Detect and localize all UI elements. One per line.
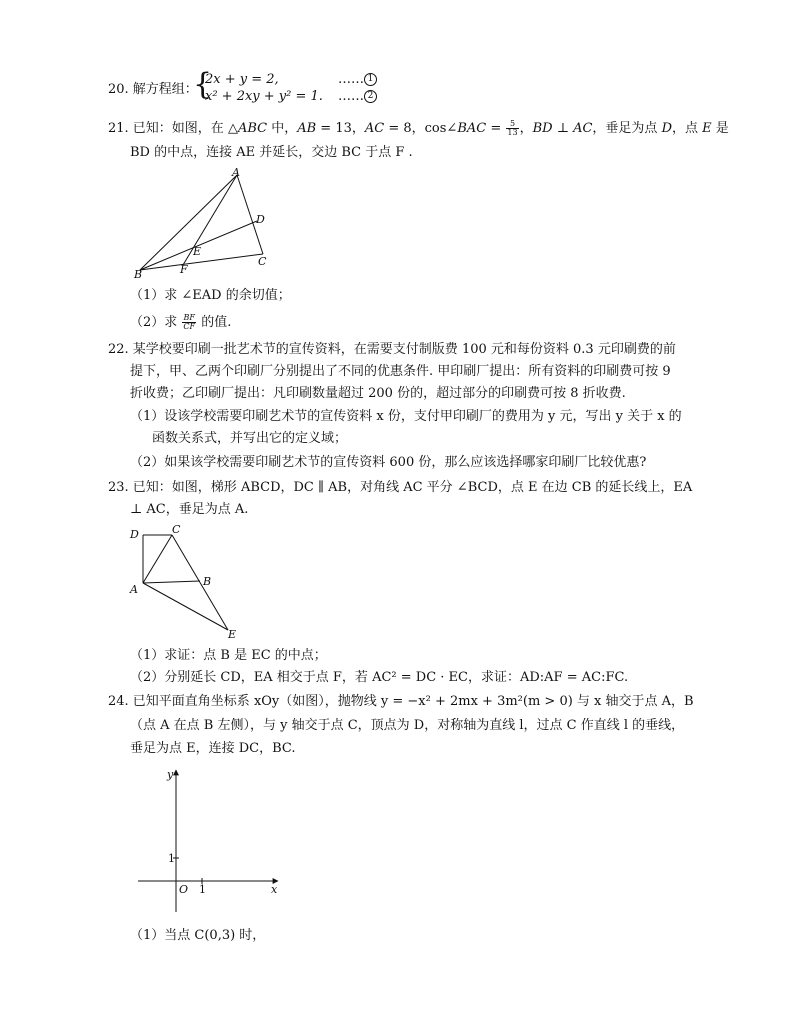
q21-sub2-den: CF — [183, 322, 196, 331]
x-axis-label: x — [271, 883, 278, 896]
q21-fraction — [506, 120, 518, 137]
q20-dots-1: …… — [338, 72, 364, 87]
q22-line-3: 折收费；乙印刷厂提出：凡印刷数量超过 200 份的，超过部分的印刷费可按 8 折收费. — [130, 386, 626, 401]
q21-triangle-figure — [130, 165, 330, 280]
q20-dots-2: …… — [338, 89, 364, 104]
q21-text: ，点 — [672, 121, 703, 136]
q21-text: = 13， — [316, 121, 365, 136]
q24-line-2: （点 A 在点 B 左侧），与 y 轴交于点 C，顶点为 D，对称轴为直线 l，过点 C 作直线 l 的垂线， — [130, 718, 685, 733]
label-f: F — [180, 263, 188, 276]
q21-sub-2 — [130, 314, 231, 331]
q22-line-6: （2）如果该学校需要印刷艺术节的宣传资料 600 份，那么应该选择哪家印刷厂比较优惠? — [130, 455, 647, 470]
label-d: D — [130, 528, 139, 541]
label-c: C — [258, 255, 267, 268]
segment-ae — [143, 583, 228, 630]
q24-line-3: 垂足为点 E，连接 DC，BC. — [130, 741, 296, 756]
q24-line-1: 24. 已知平面直角坐标系 xOy（如图），抛物线 y = −x² + 2mx + 3m²(m > 0) 与 x 轴交于点 A，B — [108, 694, 694, 709]
q21-text: AC — [573, 121, 593, 136]
q21-sub-1: （1）求 ∠EAD 的余切值； — [130, 288, 291, 303]
q24-sub-1: （1）当点 C(0,3) 时， — [130, 928, 266, 943]
q20-circled-1: 1 — [364, 73, 377, 86]
q23-line-1: 23. 已知：如图，梯形 ABCD，DC ∥ AB，对角线 AC 平分 ∠BCD，点 E 在边 CB 的延长线上，EA — [108, 480, 693, 495]
label-b: B — [134, 268, 143, 280]
y-unit-label: 1 — [168, 852, 175, 865]
q23-line-2: ⊥ AC，垂足为点 A. — [130, 502, 249, 517]
q23-sub-1: （1）求证：点 B 是 EC 的中点； — [130, 648, 327, 663]
q21-text: ABC — [237, 121, 268, 136]
q21-frac-den: 13 — [507, 128, 518, 137]
q20-circled-2: 2 — [364, 90, 377, 103]
q20-prefix: 20. 解方程组： — [108, 82, 198, 97]
q21-text: ，垂足为点 — [592, 121, 662, 136]
label-a: A — [232, 166, 240, 179]
q21-sub2-num: BF — [183, 313, 195, 322]
q21-text: 是 — [711, 121, 729, 136]
q21-sub2-text: （2）求 — [130, 315, 182, 330]
q20-brace: { — [193, 67, 213, 102]
q23-sub-2: （2）分别延长 CD，EA 相交于点 F，若 AC² = DC · EC，求证：AD:AF = AC:FC. — [130, 670, 629, 685]
label-e: E — [193, 245, 202, 258]
q20-marker-2 — [338, 89, 377, 105]
q21-text: AB — [297, 121, 317, 136]
q22-line-2: 提下，甲、乙两个印刷厂分别提出了不同的优惠条件. 甲印刷厂提出：所有资料的印刷费可按 9 — [130, 364, 671, 379]
segment-ce — [172, 535, 228, 630]
label-d: D — [256, 213, 265, 226]
label-b: B — [203, 575, 212, 588]
label-c: C — [172, 523, 181, 536]
q21-text: ， — [519, 121, 533, 136]
q21-text: 中， — [267, 121, 298, 136]
segment-ab — [143, 581, 200, 583]
origin-label: O — [179, 883, 189, 896]
q20-equation-1: 2x + y = 2, — [205, 72, 279, 87]
q21-text: D — [661, 121, 672, 136]
q21-text: 21. 已知：如图，在 △ — [108, 121, 238, 136]
y-axis-label: y — [167, 768, 174, 781]
q21-text: BAC — [457, 121, 487, 136]
q21-sub2-fraction — [182, 314, 196, 331]
label-e: E — [228, 628, 237, 641]
q21-sub2-text: 的值. — [197, 315, 232, 330]
q21-frac-num: 5 — [506, 120, 518, 129]
q21-line-2: BD 的中点，连接 AE 并延长，交边 BC 于点 F . — [130, 145, 413, 160]
q20-equation-2: x² + 2xy + y² = 1. — [205, 89, 323, 104]
q22-line-5: 函数关系式，并写出它的定义域； — [152, 431, 348, 446]
q21-text: = 8，cos∠ — [384, 121, 458, 136]
q21-text: BD — [532, 121, 553, 136]
x-unit-label: 1 — [199, 883, 206, 896]
q21-text: = — [486, 121, 506, 136]
q21-text: AC — [364, 121, 385, 136]
q22-line-4: （1）设该学校需要印刷艺术节的宣传资料 x 份，支付甲印刷厂的费用为 y 元，写出 y 关于 x 的 — [130, 409, 682, 424]
segment-ca — [143, 535, 172, 583]
q24-coordinate-axes — [130, 762, 290, 922]
q21-text: E — [702, 121, 712, 136]
label-a: A — [130, 583, 138, 596]
q20-marker-1 — [338, 72, 377, 88]
q22-line-1: 22. 某学校要印刷一批艺术节的宣传资料，在需要支付制版费 100 元和每份资料 0.3 元印刷费的前 — [108, 342, 676, 357]
q23-trapezoid-figure — [128, 523, 248, 643]
q21-text: ⊥ — [552, 121, 574, 136]
q21-line-1 — [108, 120, 729, 137]
